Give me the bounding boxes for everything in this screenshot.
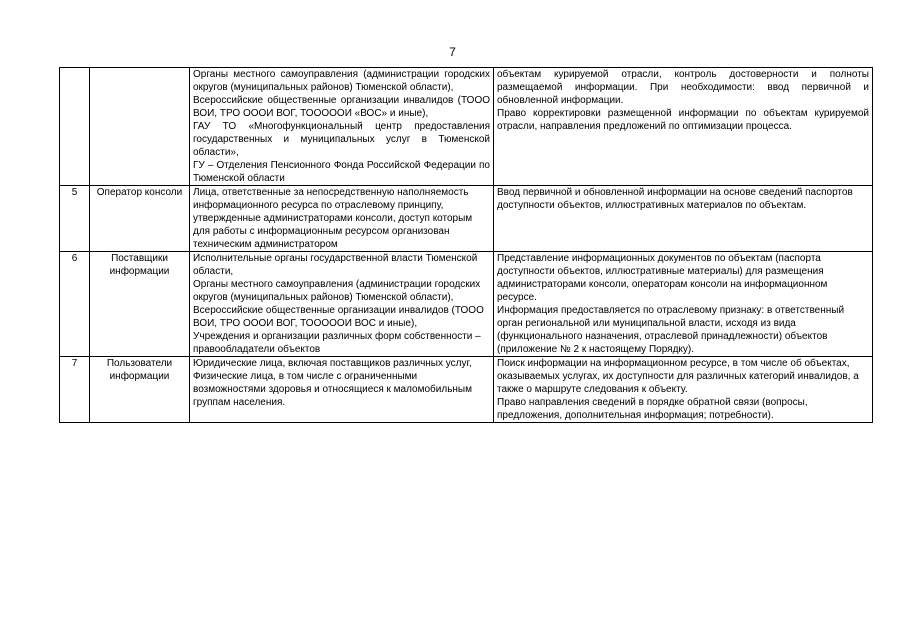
participants-cell: Органы местного самоуправления (администрации городских округов (муниципальных районов) Тюменской области), Всероссийские общественные организации инвалидов (ТООО ВОИ, ТРО ОООИ ВОГ, ТОООООИ «ВОС» и иные), ГАУ ТО «Многофункциональный центр предоставления государственных и муниципальных услуг в Тюменской области», ГУ – Отделения Пенсионного Фонда Российской Федерации по Тюменской области <box>190 68 494 186</box>
table-row <box>60 252 873 357</box>
row-number <box>60 68 90 186</box>
row-number: 6 <box>60 252 90 357</box>
row-number: 7 <box>60 357 90 423</box>
row-number: 5 <box>60 186 90 252</box>
page-number: 7 <box>449 45 456 59</box>
role-cell: Пользователи информации <box>90 357 190 423</box>
functions-cell: Представление информационных документов по объектам (паспорта доступности объектов, иллюстративные материалы) для размещения администраторами консоли, операторам консоли на информационном ресурсе. Информация предоставляется по отраслевому признаку: в ответственный орган региональной или муниципальной власти, исходя из вида (функционального назначения, отраслевой принадлежности) объектов (приложение № 2 к настоящему Порядку). <box>494 252 873 357</box>
document-table <box>59 67 873 423</box>
participants-cell: Исполнительные органы государственной власти Тюменской области, Органы местного самоуправления (администрации городских округов (муниципальных районов) Тюменской области), Всероссийские общественные организации инвалидов (ТООО ВОИ, ТРО ОООИ ВОГ, ТОООООИ ВОС и иные), Учреждения и организации различных форм собственности – правообладатели объектов <box>190 252 494 357</box>
participants-cell: Лица, ответственные за непосредственную наполняемость информационного ресурса по отраслевому принципу, утвержденные администраторами консоли, доступ которым для работы с информационным ресурсом организован техническим администратором <box>190 186 494 252</box>
role-cell <box>90 68 190 186</box>
table-row <box>60 186 873 252</box>
table-row <box>60 68 873 186</box>
role-cell: Оператор консоли <box>90 186 190 252</box>
functions-cell: Ввод первичной и обновленной информации на основе сведений паспортов доступности объектов, иллюстративных материалов по объектам. <box>494 186 873 252</box>
functions-cell: Поиск информации на информационном ресурсе, в том числе об объектах, оказываемых услугах, их доступности для различных категорий инвалидов, а также о маршруте следования к объекту. Право направления сведений в порядке обратной связи (вопросы, предложения, дополнительная информация; потребности). <box>494 357 873 423</box>
participants-cell: Юридические лица, включая поставщиков различных услуг, Физические лица, в том числе с ограниченными возможностями здоровья и относящиеся к маломобильным группам населения. <box>190 357 494 423</box>
table-row <box>60 357 873 423</box>
role-cell: Поставщики информации <box>90 252 190 357</box>
functions-cell: объектам курируемой отрасли, контроль достоверности и полноты размещаемой информации. При необходимости: ввод первичной и обновленной информации. Право корректировки размещенной информации по объектам курируемой отрасли, направления предложений по оптимизации процесса. <box>494 68 873 186</box>
